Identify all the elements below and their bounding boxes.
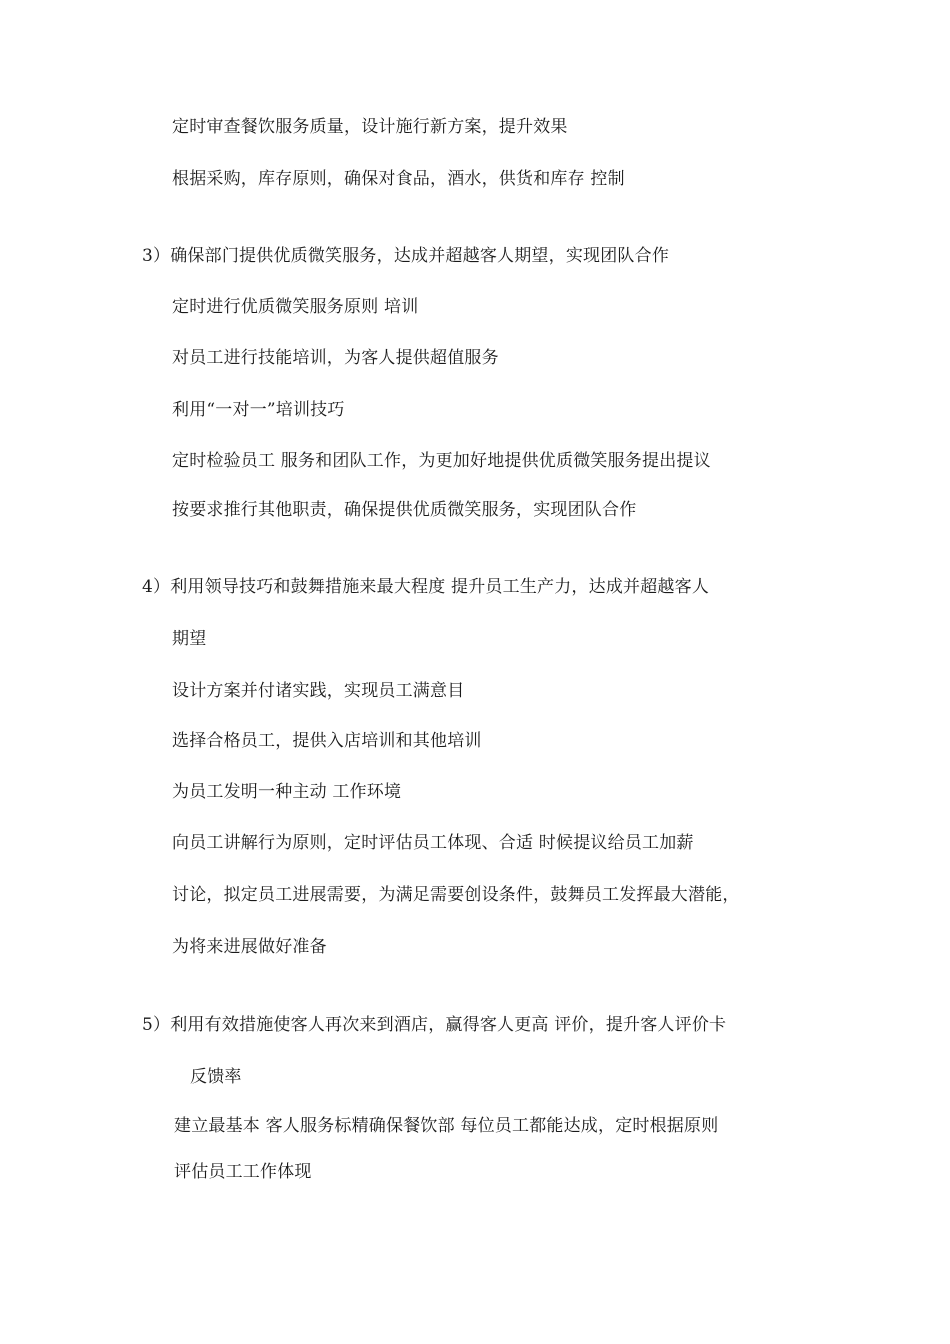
- list-item: 为将来进展做好准备: [172, 937, 327, 957]
- section-heading: 5）利用有效措施使客人再次来到酒店，赢得客人更高 评价，提升客人评价卡: [142, 1015, 727, 1035]
- section-heading-continuation: 反馈率: [190, 1067, 242, 1087]
- list-item: 建立最基本 客人服务标精确保餐饮部 每位员工都能达成，定时根据原则: [174, 1116, 719, 1136]
- section-heading-continuation: 期望: [172, 629, 207, 649]
- list-item: 对员工进行技能培训，为客人提供超值服务: [172, 348, 499, 368]
- list-item: 定时审查餐饮服务质量，设计施行新方案，提升效果: [172, 117, 568, 137]
- list-item: 讨论，拟定员工进展需要，为满足需要创设条件，鼓舞员工发挥最大潜能，: [172, 885, 740, 905]
- list-item: 设计方案并付诸实践，实现员工满意目: [172, 681, 465, 701]
- list-item: 选择合格员工，提供入店培训和其他培训: [172, 731, 482, 751]
- section-heading: 3）确保部门提供优质微笑服务，达成并超越客人期望，实现团队合作: [142, 246, 670, 266]
- list-item: 按要求推行其他职责，确保提供优质微笑服务，实现团队合作: [172, 500, 637, 520]
- section-heading: 4）利用领导技巧和鼓舞措施来最大程度 提升员工生产力，达成并超越客人: [142, 577, 710, 597]
- list-item: 向员工讲解行为原则，定时评估员工体现、合适 时候提议给员工加薪: [172, 833, 694, 853]
- list-item: 定时检验员工 服务和团队工作，为更加好地提供优质微笑服务提出提议: [172, 451, 711, 471]
- list-item: 定时进行优质微笑服务原则 培训: [172, 297, 419, 317]
- list-item: 利用“一对一”培训技巧: [172, 400, 345, 420]
- list-item: 评估员工工作体现: [174, 1162, 312, 1182]
- list-item: 为员工发明一种主动 工作环境: [172, 782, 402, 802]
- list-item: 根据采购，库存原则，确保对食品，酒水，供货和库存 控制: [172, 169, 625, 189]
